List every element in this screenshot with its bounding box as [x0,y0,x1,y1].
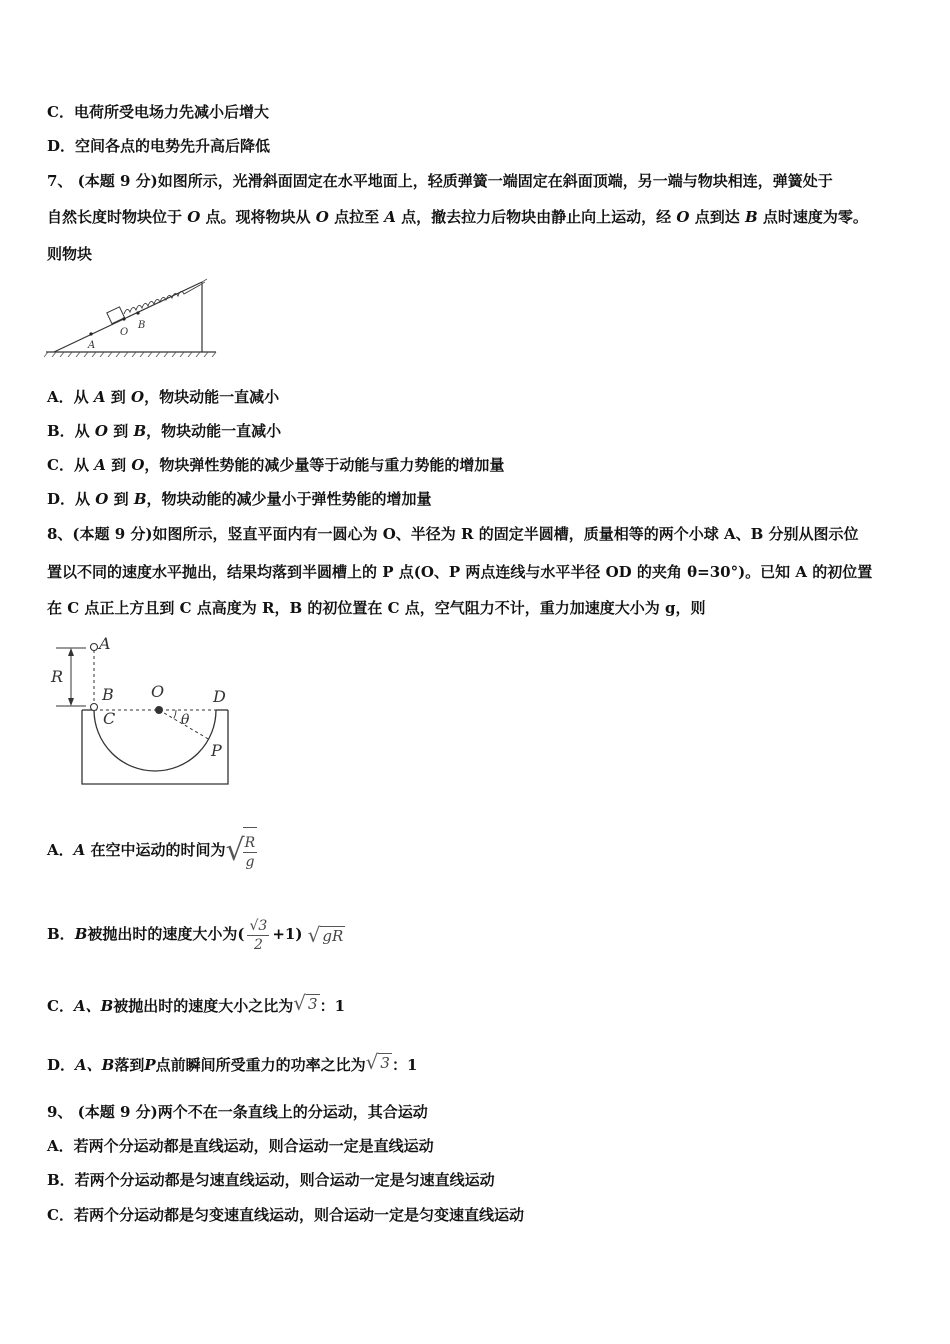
sqrt-icon: √ [293,991,307,1015]
q8-option-a: A．A 在空中运动的时间为√ $\frac{R}{g}$ [47,826,257,874]
q7-stem-line1: 7、 (本题 9 分)如图所示，光滑斜面固定在水平地面上，轻质弹簧一端固定在斜面顶端，另一端与物块相连，弹簧处于 [47,172,833,190]
q8-stem-line1: 8、(本题 9 分)如图所示，竖直平面内有一圆心为 O、半径为 R 的固定半圆槽，质量相等的两个小球 A、B 分别从图示位 [47,525,859,543]
q7-fig-label-a: A [88,340,96,351]
q8-semicircle-figure [46,632,236,788]
q9-option-b: B．若两个分运动都是匀速直线运动，则合运动一定是匀速直线运动 [47,1171,495,1189]
q8-stem-line3: 在 C 点正上方且到 C 点高度为 R，B 的初位置在 C 点，空气阻力不计，重力加速度大小为 g，则 [47,599,706,617]
q8-option-d: D．A、B落到P点前瞬间所受重力的功率之比为√ 3 ：1 [47,1050,418,1074]
q8-option-c: C．A、B被抛出时的速度大小之比为√ 3 ：1 [47,991,346,1015]
q6-option-d: D．空间各点的电势先升高后降低 [47,137,271,155]
q7-option-d: D．从 O 到 B，物块动能的减少量小于弹性势能的增加量 [47,490,432,508]
q7-stem-line2: 自然长度时物块位于 O 点。现将物块从 O 点拉至 A 点，撤去拉力后物块由静止向上运动，经 O 点到达 B 点时速度为零。 [47,208,868,226]
q9-option-a: A．若两个分运动都是直线运动，则合运动一定是直线运动 [47,1137,434,1155]
q8-option-b: B．B被抛出时的速度大小为( $\frac{√3}{2}$ +1) √ gR [47,917,344,953]
sqrt-icon: √ [307,923,321,947]
q8-fig-label-p: P [211,741,222,760]
q8-fig-label-c: C [103,709,116,728]
q7-option-c: C．从 A 到 O，物块弹性势能的减少量等于动能与重力势能的增加量 [47,456,505,474]
q8-fig-label-r: R [51,667,64,686]
q6-option-c: C．电荷所受电场力先减小后增大 [47,103,269,121]
q7-fig-label-o: O [120,327,129,338]
q8-fig-label-theta: θ [181,712,190,728]
q7-stem-line3: 则物块 [47,245,93,263]
q8-fig-label-o: O [151,682,165,701]
q9-stem: 9、 (本题 9 分)两个不在一条直线上的分运动，其合运动 [47,1103,428,1121]
q7-fig-label-b: B [138,320,146,331]
sqrt-icon: √ [365,1050,379,1074]
q7-option-b: B．从 O 到 B，物块动能一直减小 [47,422,282,440]
q8-fig-label-d: D [213,687,226,706]
sqrt-icon: √ [225,833,245,868]
q8-fig-label-a: A [99,634,111,653]
q8-stem-line2: 置以不同的速度水平抛出，结果均落到半圆槽上的 P 点(O、P 两点连线与水平半径 OD 的夹角 θ=30°)。已知 A 的初位置 [47,563,873,581]
q7-option-a: A．从 A 到 O，物块动能一直减小 [47,388,280,406]
q8-fig-label-b: B [102,685,114,704]
q7-incline-figure [44,276,220,360]
q9-option-c: C．若两个分运动都是匀变速直线运动，则合运动一定是匀变速直线运动 [47,1206,524,1224]
